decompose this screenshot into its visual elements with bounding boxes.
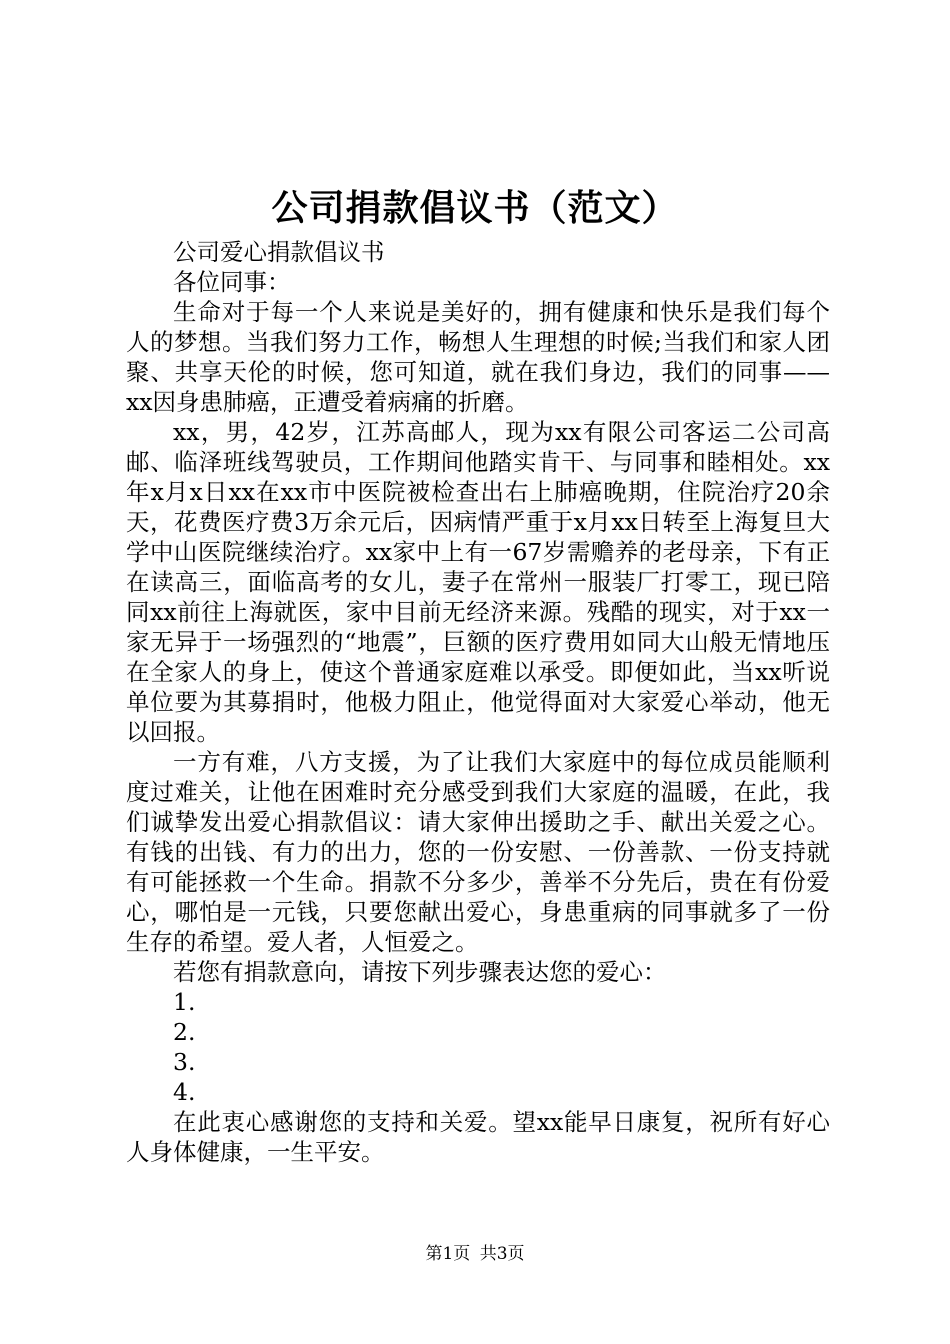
- list-item: 3.: [173, 1048, 196, 1076]
- document-title: 公司捐款倡议书（范文）: [271, 187, 679, 229]
- body-paragraph: 生命对于每一个人来说是美好的，拥有健康和快乐是我们每个人的梦想。当我们努力工作，畅想人生理想的时候;当我们和家人团聚、共享天伦的时候，您可知道，就在我们身边，我们的同事——xx因身患肺癌，正遭受着病痛的折磨。: [126, 298, 830, 416]
- body-paragraph: xx，男，42岁，江苏高邮人，现为xx有限公司客运二公司高邮、临泽班线驾驶员，工作期间他踏实肯干、与同事和睦相处。xx年x月x日xx在xx市中医院被检查出右上肺癌晚期，住院治疗20余天，花费医疗费3万余元后，因病情严重于x月xx日转至上海复旦大学中山医院继续治疗。xx家中上有一67岁需赡养的老母亲，下有正在读高三，面临高考的女儿，妻子在常州一服装厂打零工，现已陪同xx前往上海就医，家中目前无经济来源。残酷的现实，对于xx一家无异于一场强烈的“地震”，巨额的医疗费用如同大山般无情地压在全家人的身上，使这个普通家庭难以承受。即便如此，当xx听说单位要为其募捐时，他极力阻止，他觉得面对大家爱心举动，他无以回报。: [126, 418, 830, 746]
- page-number: 第1页: [425, 1244, 471, 1264]
- document-body: [126, 237, 830, 1167]
- list-item: 1.: [173, 988, 196, 1016]
- body-paragraph: 若您有捐款意向，请按下列步骤表达您的爱心：: [173, 958, 667, 986]
- list-item: 4.: [173, 1078, 196, 1106]
- body-paragraph: 一方有难，八方支援，为了让我们大家庭中的每位成员能顺利度过难关，让他在困难时充分感受到我们大家庭的温暖，在此，我们诚挚发出爱心捐款倡议：请大家伸出援助之手、献出关爱之心。有钱的出钱、有力的出力，您的一份安慰、一份善款、一份支持就有可能拯救一个生命。捐款不分多少，善举不分先后，贵在有份爱心，哪怕是一元钱，只要您献出爱心，身患重病的同事就多了一份生存的希望。爱人者，人恒爱之。: [126, 748, 830, 956]
- salutation-paragraph: 各位同事：: [173, 268, 291, 296]
- page-total: 共3页: [479, 1244, 525, 1264]
- closing-paragraph: 在此衷心感谢您的支持和关爱。望xx能早日康复，祝所有好心人身体健康，一生平安。: [126, 1108, 830, 1166]
- page-footer: [0, 1243, 950, 1265]
- subtitle-paragraph: 公司爱心捐款倡议书: [173, 238, 385, 266]
- list-item: 2.: [173, 1018, 196, 1046]
